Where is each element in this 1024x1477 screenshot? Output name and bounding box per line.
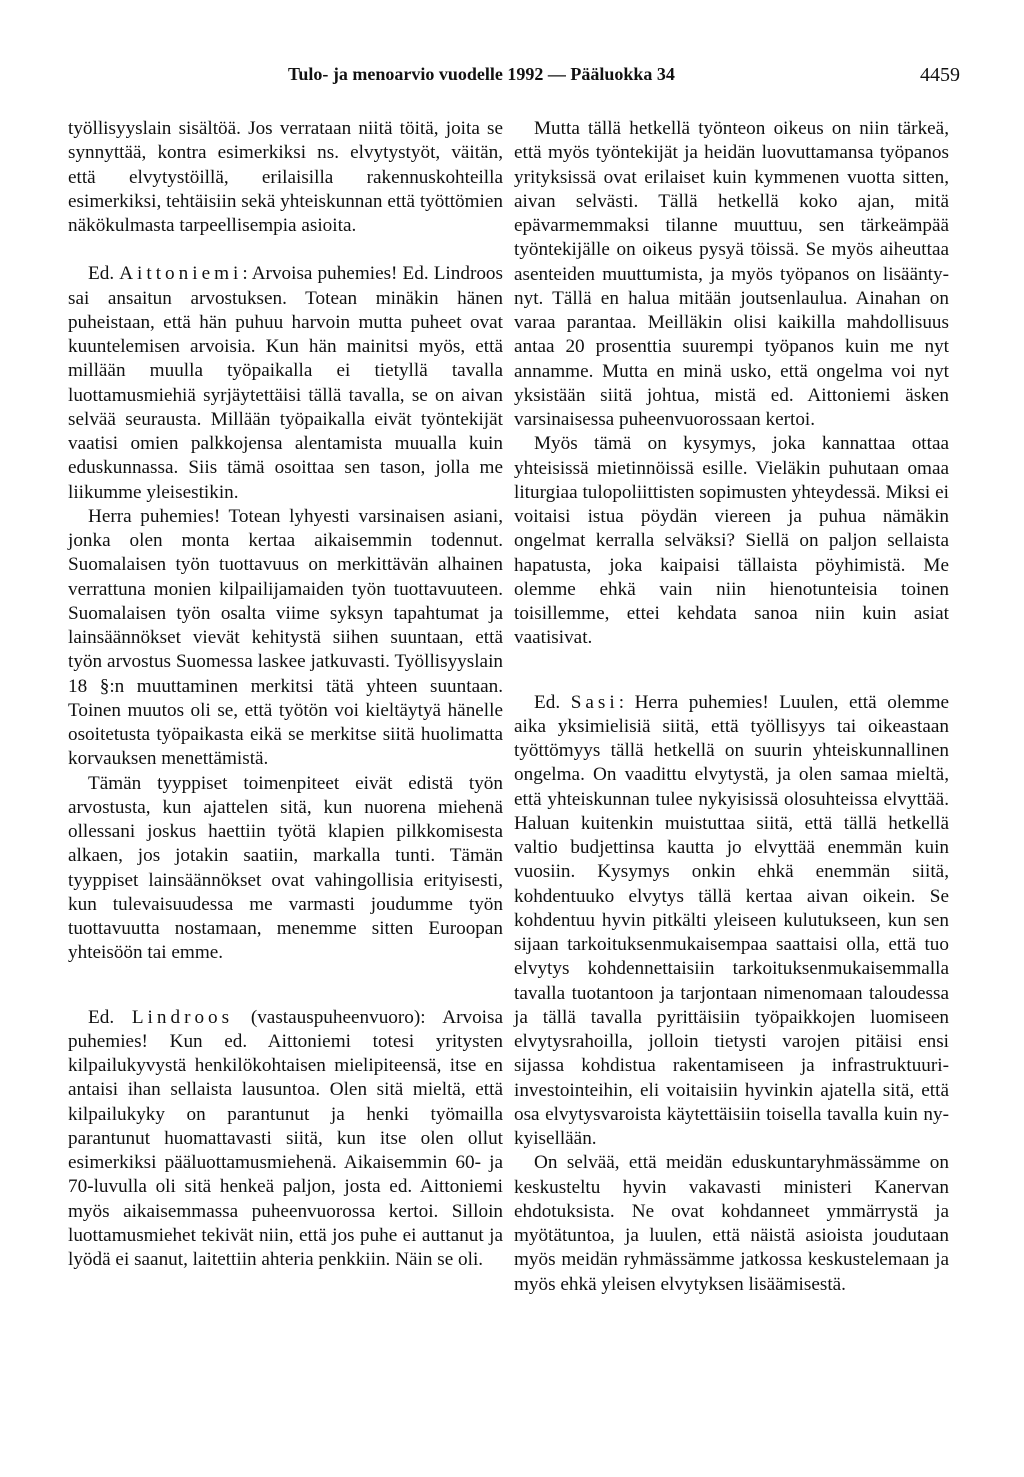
paragraph: Tämän tyyppiset toimenpiteet eivät edistä työn arvostusta, kun ajattelen sitä, kun nuorena miehenä ollessani joskus haettiin työtä klapien pilkkomisesta alkaen, jos jotakin saatiin, markalla tunti. Tämän tyyppiset lainsäännökset ovat vahingollisia erityisesti, kun tulevaisuudessa me varmasti joudumme työn tuottavuutta nostamaan, menemme sitten Euroopan yhteisöön tai emme. <box>68 772 503 964</box>
speech-text: (vastauspuheenvuoro): Arvoisa puhemies! Kun ed. Aittoniemi totesi yritysten kilpailukyvystä henkilökohtaisen mielipiteensä, itse en antaisi ihan sellaista lausuntoa. Olen sitä mieltä, että kilpailukyky on parantunut ja henki työmailla parantunut huomattavasti siitä, kun itse olen ollut esimerkiksi pääluottamusmiehenä. Aikaisemmin 60- ja 70-luvulla oli sitä henkeä paljon, josta ed. Aittoniemi myös aikaisemmassa puheenvuorossa kertoi. Silloin luottamusmiehet tekivät niin, että jos puhe ei auttanut ja lyödä ei saanut, laitettiin ahteria penkkiin. Näin se oli. <box>68 1006 503 1270</box>
speaker-name: Sasi <box>570 691 619 713</box>
speech-sasi <box>514 691 949 1152</box>
paragraph: On selvää, että meidän eduskuntaryhmässämme on keskusteltu hyvin vakavasti ministeri Kanervan ehdotuksista. Ne ovat kohdanneet ymmärrystä ja myötätuntoa, ja luulen, että näistä asioista joudutaan myös meidän ryhmässämme jatkossa keskustelemaan ja myös ehkä yleisen elvytyksen lisäämisestä. <box>514 1152 949 1295</box>
paragraph: työllisyyslain sisältöä. Jos verrataan niitä töitä, joita se synnyttää, kontra esimerkiksi ns. elvytystyöt, väitän, että elvytystöillä, erilaisilla rakennuskohteilla esimerkiksi, tehtäisiin sekä yhteiskunnan että työttömien näkökulmasta tarpeellisempia asioita. <box>68 118 503 236</box>
speaker-name: Aittoniemi <box>119 263 243 285</box>
paragraph: Myös tämä on kysymys, joka kannattaa ottaa yhteisissä mietinnöissä esille. Vieläkin puhutaan omaa liturgiaa tulopoliittisten sopimusten yhteydessä. Miksi ei voitaisi istua pöydän viereen ja puhua nämäkin ongelmat kerralla selväksi? Siellä on paljon sellaista hapatusta, joka kaipaisi tällaista pöyhimistä. Me olemme ehkä vain niin hienotunteisia toinen toisillemme, ettei kehdata sanoa niin kuin asiat vaatisivat. <box>514 433 949 649</box>
right-column <box>514 117 949 1297</box>
speaker-prefix: Ed. <box>534 691 561 713</box>
page-number: 4459 <box>920 64 960 86</box>
left-column <box>68 117 503 1272</box>
paragraph: Mutta tällä hetkellä työnteon oikeus on niin tärkeä, että myös työntekijät ja heidän luovuttamansa työpanos yrityksissä ovat erilaiset kuin kymmenen vuotta sitten, aivan selvästi. Tällä hetkellä koko ajan, mitä epävarmemmaksi tilanne muuttuu, sen tärkeämpää työntekijälle on oikeus pysyä töissä. Se myös aiheuttaa asenteiden muuttumista, ja myös työpanos on lisääntynyt. Tällä en halua mitään joutsenlaulua. Ainahan on varaa parantaa. Meilläkin olisi kaikilla mahdollisuus antaa 20 prosenttia suurempi työpanos kuin me nyt annamme. Mutta en minä usko, että ongelma voi nyt yksistään siitä johtua, mistä ed. Aittoniemi äsken varsinaisessa puheenvuorossaan kertoi. <box>514 118 949 430</box>
paragraph: Herra puhemies! Totean lyhyesti varsinaisen asiani, jonka olen monta kertaa aikaisemmin todennut. Suomalaisen työn tuottavuus on merkittävän alhainen verrattuna monien kilpailijamaiden työn tuottavuuteen. Suomalaisen työn osalta viime syksyn tapahtumat ja lainsäännökset vievät kehitystä siihen suuntaan, että työn arvostus Suomessa laskee jatkuvasti. Työllisyyslain 18 §:n muuttaminen merkitsi tätä yhteen suuntaan. Toinen muutos oli se, että työtön voi kieltäytyä hänelle osoitetusta työpaikasta eikä se merkitse siitä huolimatta korvauksen menettämistä. <box>68 505 503 770</box>
speech-lindroos <box>68 1006 503 1273</box>
speech-aittoniemi <box>68 262 503 505</box>
running-title: Tulo- ja menoarvio vuodelle 1992 — Pääluokka 34 <box>288 64 675 84</box>
speech-text: : Herra puhemies! Luulen, että olemme aika yksimielisiä siitä, että työllisyys tai oikeastaan työttömyys tällä hetkellä on suurin yhteiskunnallinen ongelma. On vaadittu elvytystä, ja olen samaa mieltä, että yhteiskunnan tulee nykyisissä olosuhteissa elvyttää. Haluan kuitenkin muistuttaa siitä, että tällä hetkellä valtio budjettinsa kautta jo elvyttää enemmän kuin vuosiin. Kysymys onkin ehkä enemmän siitä, kohdentuuko elvytys tällä kertaa aivan oikein. Se kohdentuu hyvin pitkälti yleiseen kulutukseen, kun sen sijaan tarkoituksenmukaisempaa saattaisi olla, että tuo elvytys kohdennettaisiin tarkoituksenmukaisemmalla tavalla tuotantoon ja tarjontaan nimenomaan taloudessa ja tällä tavalla pyrittäisiin työpaikkojen luomiseen elvytysrahoilla, jolloin tietysti varojen pitäisi ensi sijassa kohdistua rakentamiseen ja infrastruktuuri-investointeihin, eli voitaisiin hyvinkin ajatella sitä, että osa elvytysvaroista käytettäisiin toisella tavalla kuin nykyisellään. <box>514 691 950 1149</box>
page-header <box>0 60 1024 90</box>
speaker-name: Lindroos <box>131 1006 234 1028</box>
speaker-prefix: Ed. <box>88 1006 115 1028</box>
speaker-prefix: Ed. <box>88 263 115 285</box>
speech-text: : Arvoisa puhemies! Ed. Lindroos sai ansaitun arvostuksen. Totean minäkin hänen puheistaan, että hän puhuu harvoin mutta puheet ovat kuuntelemisen arvoisia. Kun hän mainitsi myös, että millään muulla työpaikalla ei tietyllä tavalla luottamusmiehiä syrjäytettäisi tällä tavalla, se on aivan selvää seurausta. Millään työpaikalla eivät työntekijät vaatisi omien palkkojensa alentamista muualla kuin eduskunnassa. Siis tämä osoittaa sen tason, jolla me liikumme yleisestikin. <box>68 263 503 503</box>
